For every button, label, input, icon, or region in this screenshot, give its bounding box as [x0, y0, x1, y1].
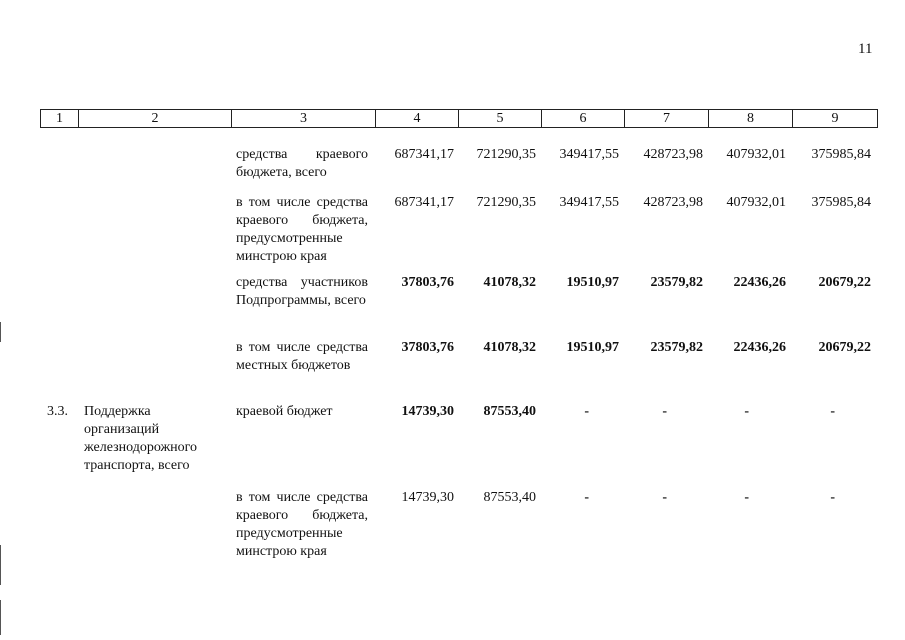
value-cell: - [830, 404, 835, 419]
row-description: средства краевого бюджета, всего [236, 147, 368, 180]
value-cell: 23579,82 [650, 275, 703, 290]
value-cell: 41078,32 [483, 275, 536, 290]
value-cell: - [584, 404, 589, 419]
value-cell: 22436,26 [733, 340, 786, 355]
row-description: в том числе средства местных бюджетов [236, 340, 368, 373]
row-description: краевой бюджет [236, 404, 333, 419]
value-cell: 721290,35 [476, 195, 536, 210]
value-cell: 20679,22 [818, 275, 871, 290]
value-cell: 19510,97 [566, 340, 619, 355]
value-cell: 14739,30 [401, 404, 454, 419]
scan-margin-mark [0, 545, 1, 585]
header-col-7: 7 [625, 110, 709, 128]
page-number: 11 [858, 41, 873, 57]
value-cell: 687341,17 [394, 147, 454, 162]
value-cell: 349417,55 [559, 195, 619, 210]
header-col-9: 9 [793, 110, 878, 128]
row-name: Поддержка организаций железнодорожного транспорта, всего [84, 404, 198, 473]
header-col-8: 8 [709, 110, 793, 128]
value-cell: 37803,76 [401, 340, 454, 355]
row-description: в том числе средства краевого бюджета, предусмотренные минстрою края [236, 490, 368, 559]
column-number-header [40, 109, 878, 128]
value-cell: - [744, 490, 749, 505]
value-cell: 23579,82 [650, 340, 703, 355]
value-cell: 375985,84 [811, 147, 871, 162]
value-cell: - [584, 490, 589, 505]
header-col-3: 3 [232, 110, 376, 128]
header-col-1: 1 [41, 110, 79, 128]
value-cell: 407932,01 [726, 147, 786, 162]
value-cell: 87553,40 [483, 490, 536, 505]
row-number: 3.3. [47, 404, 68, 419]
value-cell: 349417,55 [559, 147, 619, 162]
value-cell: - [662, 490, 667, 505]
value-cell: - [662, 404, 667, 419]
value-cell: 428723,98 [643, 147, 703, 162]
value-cell: 20679,22 [818, 340, 871, 355]
value-cell: - [744, 404, 749, 419]
header-col-6: 6 [542, 110, 625, 128]
header-col-5: 5 [459, 110, 542, 128]
header-col-4: 4 [376, 110, 459, 128]
value-cell: 41078,32 [483, 340, 536, 355]
value-cell: 407932,01 [726, 195, 786, 210]
scan-margin-mark [0, 600, 1, 635]
value-cell: 687341,17 [394, 195, 454, 210]
value-cell: - [830, 490, 835, 505]
value-cell: 721290,35 [476, 147, 536, 162]
row-description: средства участников Подпрограммы, всего [236, 275, 368, 308]
value-cell: 19510,97 [566, 275, 619, 290]
header-col-2: 2 [79, 110, 232, 128]
row-description: в том числе средства краевого бюджета, предусмотренные минстрою края [236, 195, 368, 264]
value-cell: 37803,76 [401, 275, 454, 290]
value-cell: 14739,30 [401, 490, 454, 505]
value-cell: 375985,84 [811, 195, 871, 210]
value-cell: 87553,40 [483, 404, 536, 419]
value-cell: 22436,26 [733, 275, 786, 290]
scan-margin-mark [0, 322, 1, 342]
value-cell: 428723,98 [643, 195, 703, 210]
